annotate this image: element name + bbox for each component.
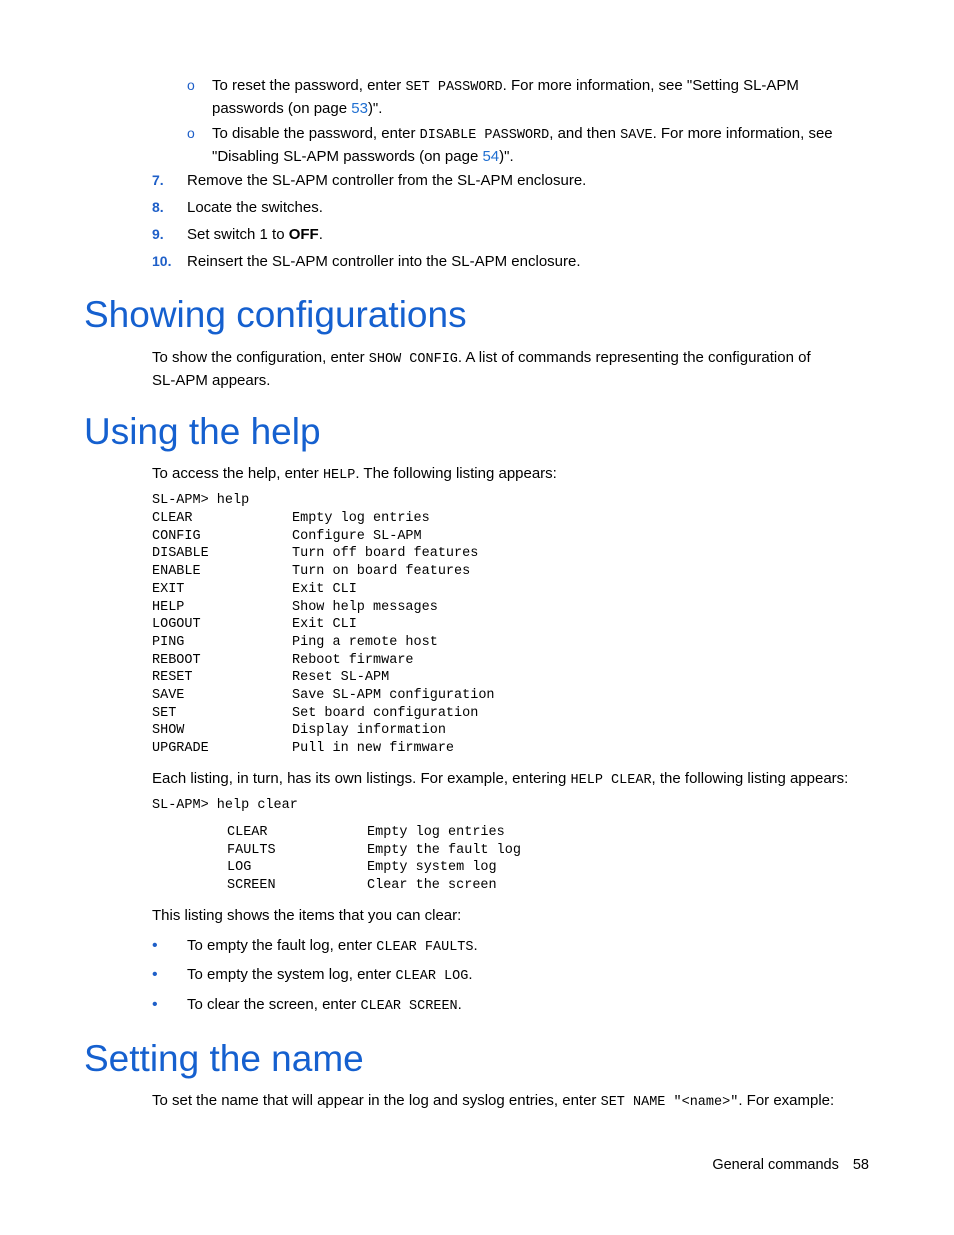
command-description: Turn off board features (292, 546, 479, 562)
command-description: Clear the screen (367, 878, 497, 894)
help-command-row (152, 687, 495, 705)
help-command-row (152, 705, 478, 723)
command-name: SCREEN (227, 878, 276, 894)
command-name: REBOOT (152, 652, 201, 668)
help-command-row (152, 581, 357, 599)
bullet-dot: • (152, 937, 158, 954)
help-command-row (152, 669, 389, 687)
page-number: 58 (852, 1157, 869, 1173)
help-intro: To access the help, enter HELP. The following listing appears: (152, 465, 557, 483)
bullet-marker: o (187, 77, 195, 93)
command-name: UPGRADE (152, 741, 209, 757)
page-link-54[interactable]: 54 (482, 148, 500, 165)
command-description: Set board configuration (292, 705, 479, 721)
help-command-row (152, 634, 438, 652)
command-description: Save SL-APM configuration (292, 688, 495, 703)
command-name: EXIT (152, 581, 185, 597)
command-name: DISABLE (152, 546, 209, 562)
page-footer (712, 1157, 869, 1173)
command-description: Exit CLI (292, 581, 357, 597)
command-description: Exit CLI (292, 617, 357, 633)
help-command-row (152, 616, 357, 634)
clear-command-row (227, 824, 505, 842)
subitem-text: To disable the password, enter DISABLE PASSWORD, and then SAVE. For more information, see "Disabling SL-APM passwords (on page 54)". (212, 125, 833, 165)
help-command-row (152, 528, 422, 546)
command-name: RESET (152, 670, 193, 686)
setting-name-paragraph: To set the name that will appear in the log and syslog entries, enter SET NAME "<name>". For example: (152, 1092, 835, 1110)
command-description: Show help messages (292, 599, 438, 615)
help-command-row (152, 563, 470, 581)
code-prompt: SL-APM> help (152, 493, 250, 508)
footer-label: General commands (712, 1157, 839, 1173)
command-description: Turn on board features (292, 564, 471, 580)
heading-setting-the-name: Setting the name (84, 1038, 364, 1079)
command-description: Empty log entries (367, 825, 505, 840)
subitem-text: To reset the password, enter SET PASSWORD. For more information, see "Setting SL-APM passwords (on page 53)". (212, 77, 799, 117)
command-description: Reset SL-APM (292, 670, 390, 686)
bullet-marker: o (187, 125, 195, 141)
command-description: Display information (292, 723, 446, 739)
command-name: ENABLE (152, 564, 201, 580)
listing-note: This listing shows the items that you can clear: (152, 907, 462, 924)
each-listing-paragraph: Each listing, in turn, has its own listings. For example, entering HELP CLEAR, the following listing appears: (152, 770, 849, 788)
help-command-row (152, 722, 446, 740)
heading-using-the-help: Using the help (84, 411, 321, 452)
showing-config-paragraph: To show the configuration, enter SHOW CONFIG. A list of commands representing the configuration of SL-APM appears. (152, 349, 811, 389)
command-description: Configure SL-APM (292, 528, 422, 544)
help-command-row (152, 740, 454, 758)
command-name: FAULTS (227, 842, 276, 858)
heading-showing-configurations: Showing configurations (84, 294, 467, 335)
command-name: SAVE (152, 688, 185, 703)
command-name: LOGOUT (152, 617, 201, 633)
command-description: Pull in new firmware (292, 741, 455, 757)
command-name: SET (152, 705, 177, 721)
bullet-dot: • (152, 996, 158, 1013)
command-name: CONFIG (152, 528, 201, 544)
clear-command-row (227, 842, 521, 860)
clear-command-row (227, 859, 497, 877)
help-command-row (152, 599, 438, 617)
command-name: CLEAR (152, 511, 193, 526)
command-name: CLEAR (227, 825, 268, 840)
command-name: HELP (152, 599, 185, 615)
command-name: SHOW (152, 723, 185, 739)
command-description: Reboot firmware (292, 652, 414, 668)
command-description: Ping a remote host (292, 634, 438, 650)
command-description: Empty system log (367, 860, 497, 876)
help-command-row (152, 545, 478, 563)
command-description: Empty the fault log (367, 842, 521, 858)
help-command-row (152, 510, 430, 528)
command-name: PING (152, 634, 185, 650)
help-command-row (152, 652, 414, 670)
bullet-dot: • (152, 966, 158, 983)
command-description: Empty log entries (292, 511, 430, 526)
clear-command-row (227, 877, 497, 895)
code-prompt-clear: SL-APM> help clear (152, 798, 298, 813)
command-name: LOG (227, 860, 252, 876)
page-link-53[interactable]: 53 (351, 100, 368, 117)
